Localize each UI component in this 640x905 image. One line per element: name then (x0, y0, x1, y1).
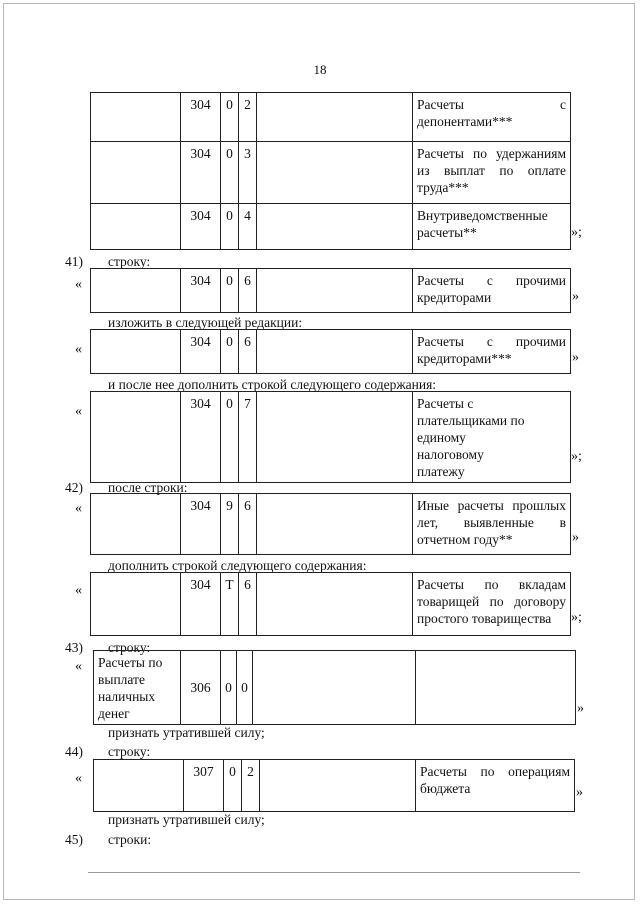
account-code-part: 6 (239, 494, 257, 555)
open-quote: « (75, 501, 82, 516)
instruction-text: признать утратившей силу; (108, 725, 265, 740)
open-quote: « (75, 342, 82, 357)
account-code-part: 0 (221, 204, 239, 250)
item-number: 44) (65, 744, 83, 759)
account-code: 304 (181, 573, 221, 636)
account-description: Расчеты по вкладам товарищей по договору простого товарищества (413, 573, 571, 636)
item-number: 42) (65, 480, 83, 495)
account-description: Иные расчеты прошлых лет, выявленные в отчетном году** (413, 494, 571, 555)
instruction-text: и после нее дополнить строкой следующего содержания: (108, 377, 437, 392)
closing-quote: » (576, 785, 583, 800)
account-description: Внутриведомственные расчеты** (413, 204, 571, 250)
bottom-rule (88, 872, 580, 873)
account-code-part: 6 (239, 269, 257, 313)
account-code: 306 (181, 651, 221, 725)
account-code: 304 (181, 494, 221, 555)
open-quote: « (75, 404, 82, 419)
item-number: 45) (65, 832, 83, 847)
page-number: 18 (313, 62, 327, 77)
table-row (94, 651, 576, 725)
account-code: 304 (181, 142, 221, 204)
account-description: Расчеты с депонентами*** (413, 93, 571, 142)
account-code-part: 6 (239, 573, 257, 636)
table-row (91, 392, 571, 483)
instruction-text: изложить в следующей редакции: (108, 315, 303, 330)
account-description: Расчеты по операциям бюджета (416, 760, 575, 812)
account-code-part: 2 (242, 760, 260, 812)
account-code-part: 0 (221, 93, 239, 142)
open-quote: « (75, 659, 82, 674)
account-code-part: 4 (239, 204, 257, 250)
account-code-part: Т (221, 573, 239, 636)
account-code-part: 9 (221, 494, 239, 555)
closing-quote: » (572, 350, 579, 365)
account-description: Расчеты с прочими кредиторами*** (413, 330, 571, 374)
item-number: 41) (65, 254, 83, 269)
accounts-table (90, 268, 571, 313)
closing-quote: » (577, 701, 584, 716)
account-code-part: 6 (239, 330, 257, 374)
accounts-table (90, 572, 571, 636)
account-code-part: 0 (237, 651, 253, 725)
item-text: строку: (108, 744, 151, 759)
table-row (91, 494, 571, 555)
table-row (91, 204, 571, 250)
item-text: строку: (108, 640, 151, 655)
table-row (91, 142, 571, 204)
instruction-text: признать утратившей силу; (108, 812, 265, 827)
accounts-table-top (90, 92, 571, 250)
accounts-table (93, 650, 576, 725)
accounts-table (90, 329, 571, 374)
account-code-part: 0 (221, 330, 239, 374)
account-code-part: 0 (221, 651, 237, 725)
table-row (91, 269, 571, 313)
account-code-part: 0 (221, 269, 239, 313)
table-row (91, 330, 571, 374)
account-code: 304 (181, 93, 221, 142)
account-code-part: 7 (239, 392, 257, 483)
account-code-part: 0 (221, 142, 239, 204)
closing-quote: » (572, 530, 579, 545)
account-code: 304 (181, 204, 221, 250)
account-description: Расчеты с плательщиками по единому налоговому платежу (413, 392, 571, 483)
item-text: после строки: (108, 480, 188, 495)
item-number: 43) (65, 640, 83, 655)
open-quote: « (75, 277, 82, 292)
account-code: 307 (184, 760, 224, 812)
account-description: Расчеты с прочими кредиторами (413, 269, 571, 313)
open-quote: « (75, 771, 82, 786)
closing-quote: »; (571, 610, 582, 625)
account-code: 304 (181, 392, 221, 483)
table-row (94, 760, 575, 812)
account-code: 304 (181, 330, 221, 374)
accounts-table (90, 391, 571, 483)
account-code: 304 (181, 269, 221, 313)
closing-quote: »; (571, 225, 582, 240)
instruction-text: дополнить строкой следующего содержания: (108, 558, 367, 573)
open-quote: « (75, 583, 82, 598)
accounts-table (93, 759, 575, 812)
closing-quote: »; (571, 449, 582, 464)
account-code-part: 0 (224, 760, 242, 812)
item-text: строки: (108, 832, 152, 847)
item-text: строку: (108, 254, 151, 269)
account-name: Расчеты по выплате наличных денег (94, 651, 181, 725)
account-code-part: 3 (239, 142, 257, 204)
table-row (91, 573, 571, 636)
account-code-part: 2 (239, 93, 257, 142)
account-description: Расчеты по удержаниям из выплат по оплате труда*** (413, 142, 571, 204)
table-row (91, 93, 571, 142)
closing-quote: » (572, 289, 579, 304)
account-code-part: 0 (221, 392, 239, 483)
accounts-table (90, 493, 571, 555)
